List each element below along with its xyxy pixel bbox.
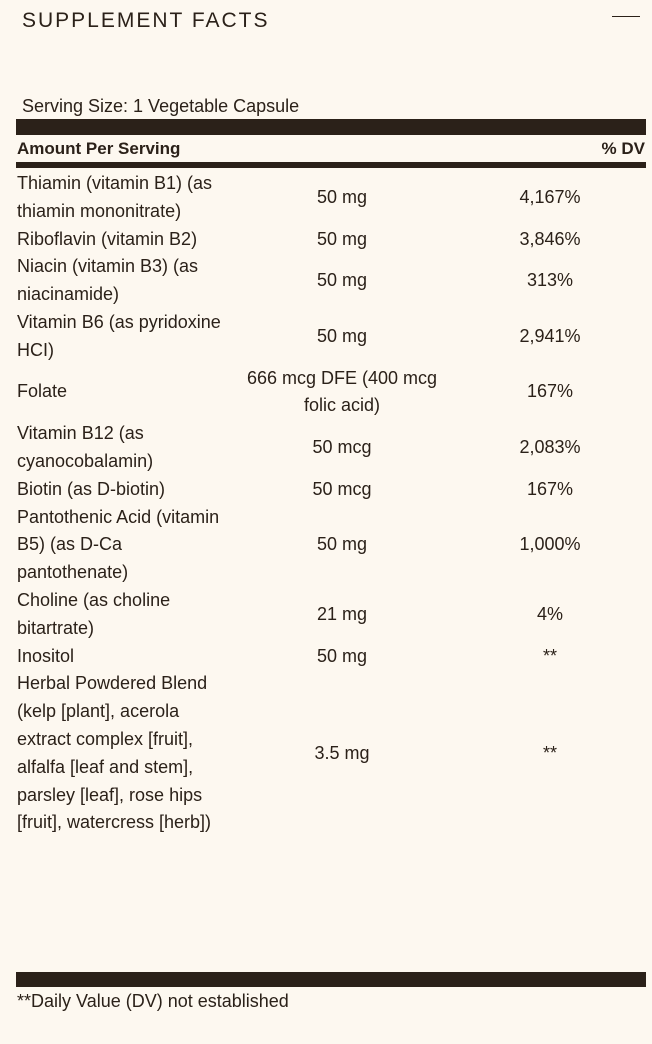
nutrient-dv: ** [542, 645, 557, 666]
nutrient-dv: 313% [526, 270, 574, 291]
nutrient-name: Inositol [17, 645, 75, 666]
nutrient-name: Vitamin B12 (as cyanocobalamin) [17, 423, 154, 471]
table-row [17, 420, 645, 476]
table-row [17, 365, 645, 421]
nutrient-amount: 50 mg [316, 270, 368, 291]
amount-per-serving-label: Amount Per Serving [17, 139, 181, 158]
amount-header-row [17, 137, 645, 161]
nutrient-amount: 50 mg [316, 186, 368, 207]
nutrient-dv: 167% [526, 478, 574, 499]
nutrient-amount: 21 mg [316, 603, 368, 624]
nutrient-name: Riboflavin (vitamin B2) [17, 228, 198, 249]
table-row [17, 476, 645, 504]
footnote: **Daily Value (DV) not established [17, 991, 289, 1011]
table-row [17, 504, 645, 587]
minus-icon[interactable] [612, 14, 640, 26]
nutrient-dv: 4% [536, 603, 563, 624]
nutrient-name: Folate [17, 381, 68, 402]
nutrient-dv: 4,167% [519, 186, 581, 207]
table-row [17, 309, 645, 365]
panel-title: SUPPLEMENT FACTS [22, 9, 270, 32]
nutrient-dv: 167% [526, 381, 574, 402]
divider-thick [16, 119, 646, 135]
nutrient-name-cell [17, 670, 229, 837]
nutrient-name: Thiamin (vitamin B1) (as thiamin mononitrate) [17, 173, 213, 221]
nutrient-amount: 3.5 mg [314, 742, 370, 763]
nutrient-dv: 1,000% [519, 534, 581, 555]
nutrient-subname: (kelp [plant], acerola extract complex [fruit], alfalfa [leaf and stem], parsley [leaf], rose hips [fruit], watercress [herb]) [17, 701, 212, 833]
divider-thick-bottom [16, 972, 646, 987]
table-row [17, 670, 645, 837]
supplement-facts-table [17, 170, 645, 837]
table-row [17, 587, 645, 643]
dv-header-label: % DV [601, 139, 645, 158]
table-row [17, 643, 645, 671]
nutrient-dv: 2,941% [519, 325, 581, 346]
nutrient-amount: 50 mg [316, 534, 368, 555]
nutrient-amount: 50 mcg [312, 437, 372, 458]
nutrient-name: Biotin (as D-biotin) [17, 478, 166, 499]
nutrient-name: Choline (as choline bitartrate) [17, 589, 171, 638]
panel-header [22, 6, 642, 36]
nutrient-amount: 50 mg [316, 325, 368, 346]
nutrient-amount: 50 mcg [312, 478, 372, 499]
nutrient-dv: 2,083% [519, 437, 581, 458]
nutrient-dv: ** [542, 742, 557, 763]
divider-medium [16, 162, 646, 168]
nutrient-amount: 666 mcg DFE (400 mcg folic acid) [246, 367, 438, 416]
table-row [17, 170, 645, 226]
nutrient-amount: 50 mg [316, 645, 368, 666]
nutrient-name: Niacin (vitamin B3) (as niacinamide) [17, 256, 199, 305]
table-row [17, 253, 645, 309]
nutrient-name: Herbal Powdered Blend [17, 673, 208, 694]
nutrient-name: Vitamin B6 (as pyridoxine HCI) [17, 311, 221, 360]
nutrient-name: Pantothenic Acid (vitamin B5) (as D-Ca pantothenate) [17, 506, 220, 583]
nutrient-dv: 3,846% [519, 228, 581, 249]
table-row [17, 226, 645, 254]
nutrient-amount: 50 mg [316, 228, 368, 249]
serving-size: Serving Size: 1 Vegetable Capsule [22, 96, 300, 116]
